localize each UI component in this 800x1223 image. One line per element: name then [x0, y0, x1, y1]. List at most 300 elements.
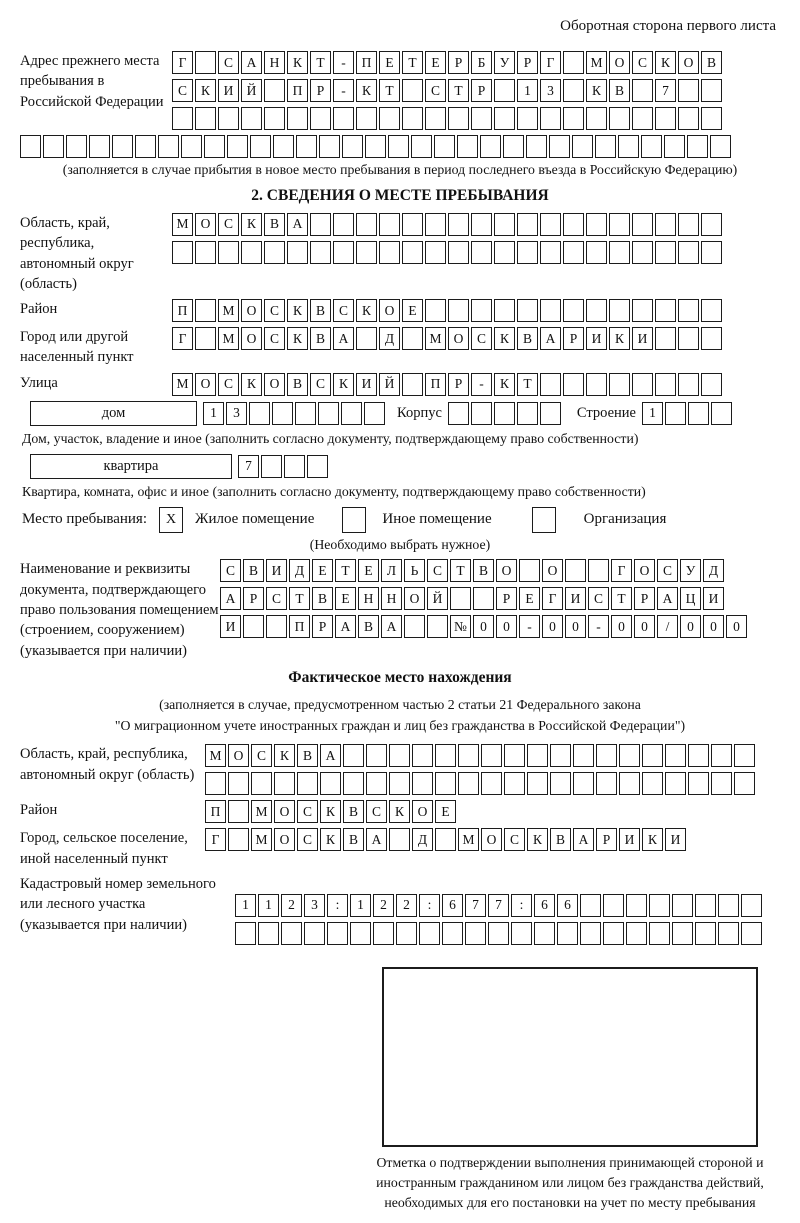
char-box: М — [458, 828, 479, 851]
char-box — [711, 744, 732, 767]
char-box: М — [586, 51, 607, 74]
char-box-row — [172, 51, 722, 74]
char-box — [112, 135, 133, 158]
actual-caption-line1: (заполняется в случае, предусмотренном частью 2 статьи 21 Федерального закона — [159, 696, 641, 712]
char-box — [228, 828, 249, 851]
char-box: О — [634, 559, 655, 582]
char-box — [272, 402, 293, 425]
char-box — [356, 327, 377, 350]
char-box: 7 — [655, 79, 676, 102]
char-box — [632, 107, 653, 130]
char-box: С — [471, 327, 492, 350]
char-box — [471, 241, 492, 264]
char-box — [649, 922, 670, 945]
char-box: Р — [312, 615, 333, 638]
char-box — [580, 922, 601, 945]
apartment-caption: Квартира, комната, офис и иное (заполнить согласно документу, подтверждающему право собственности) — [22, 483, 646, 499]
char-box — [366, 744, 387, 767]
char-box: С — [218, 51, 239, 74]
actual-caption-line2: "О миграционном учете иностранных граждан и лиц без гражданства в Российской Федерации") — [114, 717, 686, 733]
char-box — [609, 107, 630, 130]
char-box: 7 — [238, 455, 259, 478]
char-box — [250, 135, 271, 158]
char-box: С — [504, 828, 525, 851]
char-box — [494, 213, 515, 236]
char-box: Т — [450, 559, 471, 582]
char-box — [218, 241, 239, 264]
char-box — [563, 373, 584, 396]
char-box: - — [333, 79, 354, 102]
char-box: Н — [264, 51, 285, 74]
char-box — [494, 107, 515, 130]
char-box — [350, 922, 371, 945]
char-box: А — [381, 615, 402, 638]
char-box: С — [425, 79, 446, 102]
char-box — [364, 402, 385, 425]
char-box — [572, 135, 593, 158]
char-box: А — [540, 327, 561, 350]
actual-city-field — [20, 828, 780, 869]
char-box: Р — [310, 79, 331, 102]
char-box: Н — [358, 587, 379, 610]
char-box: 0 — [611, 615, 632, 638]
char-box: Р — [471, 79, 492, 102]
char-box: В — [264, 213, 285, 236]
char-box — [273, 135, 294, 158]
char-box — [448, 241, 469, 264]
char-box-row — [172, 299, 722, 322]
char-box: С — [310, 373, 331, 396]
char-box — [595, 135, 616, 158]
char-box: Т — [402, 51, 423, 74]
char-box — [741, 894, 762, 917]
char-box: Ц — [680, 587, 701, 610]
char-box: 1 — [258, 894, 279, 917]
char-box — [281, 922, 302, 945]
char-box: К — [356, 299, 377, 322]
char-box: 0 — [703, 615, 724, 638]
street-field — [20, 373, 780, 396]
actual-city-label: Город, сельское поселение, иной населенный пункт — [20, 830, 188, 867]
char-box — [379, 213, 400, 236]
char-box: О — [481, 828, 502, 851]
char-box: К — [642, 828, 663, 851]
char-box — [379, 241, 400, 264]
char-box: 0 — [680, 615, 701, 638]
char-box: Д — [703, 559, 724, 582]
char-box-row — [172, 241, 722, 264]
char-box — [320, 772, 341, 795]
char-box: В — [343, 800, 364, 823]
char-box — [695, 894, 716, 917]
char-box — [609, 373, 630, 396]
char-box-row — [172, 107, 722, 130]
char-box — [389, 744, 410, 767]
char-box — [655, 327, 676, 350]
char-box — [373, 922, 394, 945]
char-box: К — [609, 327, 630, 350]
char-box — [412, 772, 433, 795]
char-box: С — [220, 559, 241, 582]
char-box — [596, 772, 617, 795]
char-box: О — [412, 800, 433, 823]
char-box: О — [496, 559, 517, 582]
char-box: О — [228, 744, 249, 767]
char-box — [688, 402, 709, 425]
char-box — [563, 51, 584, 74]
char-box — [494, 79, 515, 102]
confirmation-area — [366, 967, 774, 1213]
char-box — [427, 615, 448, 638]
char-box: Л — [381, 559, 402, 582]
char-box — [425, 299, 446, 322]
char-box — [540, 213, 561, 236]
char-box — [243, 615, 264, 638]
char-box — [228, 772, 249, 795]
char-box — [701, 241, 722, 264]
char-box: 7 — [465, 894, 486, 917]
char-box — [678, 373, 699, 396]
korpus-boxes — [448, 402, 561, 425]
char-box: К — [287, 299, 308, 322]
char-box — [249, 402, 270, 425]
char-box: Д — [379, 327, 400, 350]
char-box — [434, 135, 455, 158]
char-box: М — [251, 800, 272, 823]
char-box: Е — [435, 800, 456, 823]
char-box — [389, 772, 410, 795]
char-box: Г — [540, 51, 561, 74]
char-box — [195, 327, 216, 350]
char-box: М — [172, 213, 193, 236]
char-box — [402, 213, 423, 236]
char-box-row — [235, 894, 762, 917]
char-box: К — [586, 79, 607, 102]
char-box: И — [356, 373, 377, 396]
char-box: В — [343, 828, 364, 851]
house-caption: Дом, участок, владение и иное (заполнить согласно документу, подтверждающему право собственности) — [22, 430, 639, 446]
char-box — [563, 241, 584, 264]
char-box — [333, 107, 354, 130]
char-box: 2 — [373, 894, 394, 917]
char-box: М — [425, 327, 446, 350]
char-box: К — [356, 79, 377, 102]
city-label: Город или другой населенный пункт — [20, 329, 134, 366]
prev-address-field — [20, 51, 780, 130]
char-box: П — [356, 51, 377, 74]
char-box: К — [241, 373, 262, 396]
char-box: 0 — [542, 615, 563, 638]
char-box: О — [241, 327, 262, 350]
char-box: О — [274, 828, 295, 851]
char-box — [632, 373, 653, 396]
stay-type-row — [22, 507, 780, 533]
char-box: 0 — [565, 615, 586, 638]
stay-type-checkbox-organization — [532, 507, 556, 533]
char-box — [435, 744, 456, 767]
char-box — [310, 213, 331, 236]
char-box — [517, 241, 538, 264]
char-box-row — [172, 327, 722, 350]
char-box: Р — [563, 327, 584, 350]
char-box — [442, 922, 463, 945]
char-box: И — [586, 327, 607, 350]
char-box — [366, 772, 387, 795]
char-box — [511, 922, 532, 945]
char-box: С — [264, 299, 285, 322]
cadastral-label: Кадастровый номер земельного или лесного участка (указывается при наличии) — [20, 875, 216, 933]
char-box: С — [172, 79, 193, 102]
char-box — [588, 559, 609, 582]
char-box — [481, 744, 502, 767]
char-box — [641, 135, 662, 158]
char-box — [457, 135, 478, 158]
char-box — [586, 241, 607, 264]
char-box — [20, 135, 41, 158]
char-box — [642, 744, 663, 767]
char-box — [573, 744, 594, 767]
house-row — [30, 401, 780, 426]
char-box — [655, 107, 676, 130]
char-box — [66, 135, 87, 158]
char-box: 6 — [557, 894, 578, 917]
char-box: А — [573, 828, 594, 851]
char-box: Б — [471, 51, 492, 74]
actual-location-title: Фактическое место нахождения — [288, 668, 512, 686]
char-box: И — [619, 828, 640, 851]
char-box — [573, 772, 594, 795]
char-box — [603, 922, 624, 945]
char-box: Г — [172, 51, 193, 74]
stay-type-checkbox-residential: X — [159, 507, 183, 533]
char-box — [549, 135, 570, 158]
char-box — [632, 241, 653, 264]
char-box: Т — [517, 373, 538, 396]
actual-location-caption — [20, 695, 780, 736]
char-box — [527, 744, 548, 767]
char-box — [626, 894, 647, 917]
char-box: К — [333, 373, 354, 396]
char-box — [701, 79, 722, 102]
char-box — [687, 135, 708, 158]
char-box: Е — [358, 559, 379, 582]
char-box — [540, 107, 561, 130]
char-box — [425, 107, 446, 130]
char-box — [557, 922, 578, 945]
char-box: О — [241, 299, 262, 322]
char-box: - — [471, 373, 492, 396]
char-box — [503, 135, 524, 158]
stroenie-boxes — [642, 402, 732, 425]
char-box: О — [404, 587, 425, 610]
char-box — [43, 135, 64, 158]
char-box — [458, 772, 479, 795]
char-box — [264, 107, 285, 130]
char-box: С — [264, 327, 285, 350]
char-box — [471, 107, 492, 130]
char-box: С — [366, 800, 387, 823]
char-box: В — [473, 559, 494, 582]
char-box: А — [335, 615, 356, 638]
char-box — [632, 79, 653, 102]
char-box — [586, 373, 607, 396]
char-box — [678, 107, 699, 130]
char-box: М — [251, 828, 272, 851]
char-box — [664, 135, 685, 158]
district-label: Район — [20, 301, 58, 318]
char-box: Р — [634, 587, 655, 610]
char-box: 1 — [350, 894, 371, 917]
char-box — [261, 455, 282, 478]
char-box: О — [195, 373, 216, 396]
char-box — [688, 772, 709, 795]
page-header-note: Оборотная сторона первого листа — [560, 18, 776, 34]
char-box: Д — [289, 559, 310, 582]
char-box — [550, 772, 571, 795]
char-box: Е — [519, 587, 540, 610]
char-box: К — [195, 79, 216, 102]
char-box — [266, 615, 287, 638]
char-box: В — [243, 559, 264, 582]
char-box: А — [657, 587, 678, 610]
char-box: Г — [542, 587, 563, 610]
char-box: 0 — [726, 615, 747, 638]
char-box — [172, 107, 193, 130]
char-box: 1 — [235, 894, 256, 917]
char-box — [701, 213, 722, 236]
char-box: Р — [596, 828, 617, 851]
char-box: О — [379, 299, 400, 322]
char-box — [655, 299, 676, 322]
char-box — [258, 922, 279, 945]
char-box — [540, 402, 561, 425]
char-box: Е — [425, 51, 446, 74]
char-box — [586, 299, 607, 322]
char-box — [356, 213, 377, 236]
street-label: Улица — [20, 374, 58, 391]
char-box — [411, 135, 432, 158]
char-box — [563, 299, 584, 322]
apartment-boxes — [238, 455, 328, 478]
char-box — [402, 79, 423, 102]
char-box — [172, 241, 193, 264]
char-box — [609, 241, 630, 264]
char-box: В — [517, 327, 538, 350]
char-box: О — [448, 327, 469, 350]
char-box — [448, 107, 469, 130]
char-box: Е — [402, 299, 423, 322]
char-box: А — [241, 51, 262, 74]
char-box: К — [389, 800, 410, 823]
char-box: О — [609, 51, 630, 74]
char-box: 6 — [442, 894, 463, 917]
char-box: - — [333, 51, 354, 74]
char-box — [480, 135, 501, 158]
char-box — [540, 373, 561, 396]
char-box: О — [195, 213, 216, 236]
char-box — [402, 327, 423, 350]
char-box — [465, 922, 486, 945]
char-box — [718, 922, 739, 945]
confirmation-mark-box — [382, 967, 758, 1147]
char-box: А — [320, 744, 341, 767]
prev-address-overflow-row — [20, 135, 780, 158]
char-box: Р — [517, 51, 538, 74]
char-box — [473, 587, 494, 610]
char-box — [655, 373, 676, 396]
char-box — [241, 107, 262, 130]
char-box — [227, 135, 248, 158]
char-box: С — [297, 828, 318, 851]
char-box: : — [419, 894, 440, 917]
char-box: Т — [289, 587, 310, 610]
char-box: В — [310, 327, 331, 350]
char-box: И — [266, 559, 287, 582]
char-box — [494, 241, 515, 264]
char-box — [389, 828, 410, 851]
char-box: Д — [412, 828, 433, 851]
char-box-row — [205, 828, 686, 851]
char-box — [450, 587, 471, 610]
stay-type-label: Место пребывания: — [22, 511, 147, 528]
char-box-row — [205, 772, 755, 795]
char-box-row — [172, 79, 722, 102]
char-box: Т — [379, 79, 400, 102]
char-box — [678, 213, 699, 236]
char-box — [343, 772, 364, 795]
char-box — [195, 51, 216, 74]
char-box: Г — [205, 828, 226, 851]
char-box: К — [494, 373, 515, 396]
char-box — [580, 894, 601, 917]
char-box: Е — [379, 51, 400, 74]
char-box: П — [172, 299, 193, 322]
char-box — [307, 455, 328, 478]
char-box — [526, 135, 547, 158]
char-box — [235, 922, 256, 945]
char-box — [181, 135, 202, 158]
char-box: Т — [611, 587, 632, 610]
char-box — [665, 744, 686, 767]
char-box — [419, 922, 440, 945]
char-box — [711, 402, 732, 425]
char-box — [89, 135, 110, 158]
char-box: 3 — [540, 79, 561, 102]
char-box — [264, 241, 285, 264]
char-box: И — [218, 79, 239, 102]
char-box — [710, 135, 731, 158]
char-box — [672, 922, 693, 945]
char-box: - — [519, 615, 540, 638]
char-box — [655, 213, 676, 236]
char-box-row — [172, 373, 722, 396]
char-box: К — [241, 213, 262, 236]
char-box: 1 — [517, 79, 538, 102]
char-box: С — [218, 373, 239, 396]
char-box — [135, 135, 156, 158]
stroenie-label: Строение — [576, 404, 636, 421]
char-box: В — [297, 744, 318, 767]
char-box: С — [218, 213, 239, 236]
char-box — [448, 402, 469, 425]
char-box: Р — [243, 587, 264, 610]
char-box: 0 — [473, 615, 494, 638]
char-box: Т — [335, 559, 356, 582]
char-box-row — [205, 800, 456, 823]
char-box-row — [220, 559, 747, 582]
char-box — [471, 213, 492, 236]
char-box — [619, 772, 640, 795]
